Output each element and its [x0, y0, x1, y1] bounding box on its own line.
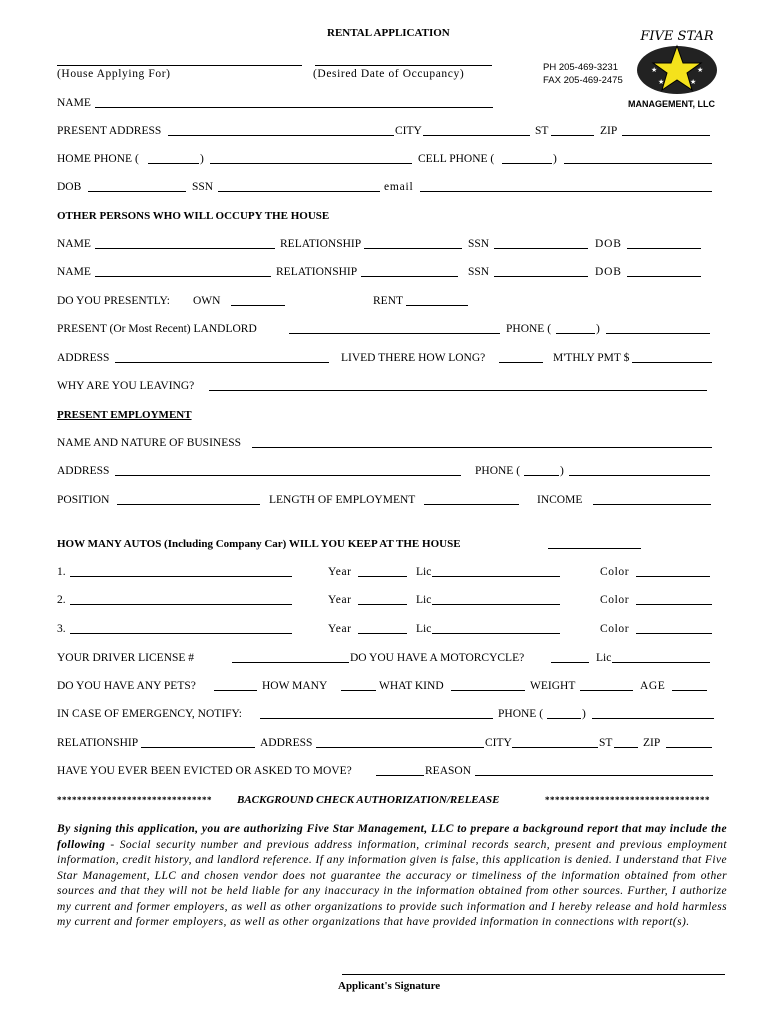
phone-number: PH 205-469-3231: [543, 62, 618, 73]
home-phone-area[interactable]: [148, 163, 199, 164]
fax-number: FAX 205-469-2475: [543, 75, 623, 86]
auto-row-number: 1.: [57, 566, 66, 578]
occupant-relationship-label: RELATIONSHIP: [280, 238, 362, 250]
motorcycle-field[interactable]: [551, 662, 589, 663]
close-paren: ): [560, 465, 564, 477]
cell-phone-label: CELL PHONE (: [418, 153, 495, 165]
logo-small-star: ★: [690, 78, 697, 86]
emergency-zip-label: ZIP: [643, 737, 661, 749]
landlord-label: PRESENT (Or Most Recent) LANDLORD: [57, 323, 257, 335]
employer-phone-field[interactable]: [569, 475, 710, 476]
logo-small-star: ★: [658, 78, 665, 86]
landlord-field[interactable]: [289, 333, 500, 334]
auto-color-label: Color: [600, 623, 630, 635]
occupant-ssn-label: SSN: [468, 266, 490, 278]
motorcycle-label: DO YOU HAVE A MOTORCYCLE?: [350, 652, 525, 664]
auto-lic-field[interactable]: [432, 576, 560, 577]
how-many-label: HOW MANY: [262, 680, 328, 692]
why-leaving-label: WHY ARE YOU LEAVING?: [57, 380, 195, 392]
lived-field[interactable]: [499, 362, 543, 363]
occupant-dob-field[interactable]: [627, 248, 701, 249]
emergency-address-label: ADDRESS: [260, 737, 313, 749]
occupant-relationship-field[interactable]: [361, 276, 458, 277]
landlord-address-label: ADDRESS: [57, 352, 110, 364]
close-paren: ): [582, 708, 586, 720]
form-title: RENTAL APPLICATION: [327, 27, 450, 39]
close-paren: ): [200, 153, 204, 165]
autos-count-field[interactable]: [548, 548, 641, 549]
authorization-paragraph: [57, 822, 727, 931]
auto-color-field[interactable]: [636, 604, 712, 605]
emergency-phone-label: PHONE (: [498, 708, 544, 720]
st-label: ST: [535, 125, 549, 137]
what-kind-field[interactable]: [451, 690, 525, 691]
name-label: NAME: [57, 97, 91, 109]
auto-color-label: Color: [600, 566, 630, 578]
auto-color-label: Color: [600, 594, 630, 606]
house-applying-line[interactable]: [57, 65, 302, 66]
cell-phone-field[interactable]: [564, 163, 712, 164]
occupant-relationship-field[interactable]: [364, 248, 462, 249]
license-label: YOUR DRIVER LICENSE #: [57, 652, 195, 664]
emergency-city-field[interactable]: [512, 747, 598, 748]
auto-color-field[interactable]: [636, 633, 712, 634]
length-label: LENGTH OF EMPLOYMENT: [269, 494, 416, 506]
zip-field[interactable]: [622, 135, 710, 136]
weight-label: WEIGHT: [530, 680, 576, 692]
name-field[interactable]: [95, 107, 493, 108]
occupant-relationship-label: RELATIONSHIP: [276, 266, 358, 278]
payment-field[interactable]: [632, 362, 712, 363]
background-heading: BACKGROUND CHECK AUTHORIZATION/RELEASE: [237, 794, 500, 806]
emergency-label: IN CASE OF EMERGENCY, NOTIFY:: [57, 708, 242, 720]
occupant-ssn-label: SSN: [468, 238, 490, 250]
stars-right: *********************************: [545, 795, 710, 805]
authorization-intro: By signing this application, you are authorizing Five Star Management, LLC to prepare a background report that may include the following: [57, 823, 727, 851]
home-phone-field[interactable]: [210, 163, 412, 164]
motorcycle-lic-label: Lic: [596, 652, 612, 664]
present-address-label: PRESENT ADDRESS: [57, 125, 162, 137]
reason-field[interactable]: [475, 775, 713, 776]
occupant-name-label: NAME: [57, 266, 91, 278]
business-label: NAME AND NATURE OF BUSINESS: [57, 437, 242, 449]
what-kind-label: WHAT KIND: [379, 680, 444, 692]
position-field[interactable]: [117, 504, 260, 505]
evicted-label: HAVE YOU EVER BEEN EVICTED OR ASKED TO MOVE?: [57, 765, 352, 777]
own-label: OWN: [193, 295, 221, 307]
dob-label: DOB: [57, 181, 82, 193]
occupant-ssn-field[interactable]: [494, 248, 588, 249]
present-address-field[interactable]: [168, 135, 394, 136]
ssn-field[interactable]: [218, 191, 380, 192]
autos-heading: HOW MANY AUTOS (Including Company Car) WILL YOU KEEP AT THE HOUSE: [57, 538, 461, 550]
auto-make-field[interactable]: [70, 633, 292, 634]
emergency-address-field[interactable]: [316, 747, 484, 748]
emergency-phone-area[interactable]: [547, 718, 581, 719]
income-field[interactable]: [593, 504, 711, 505]
landlord-phone-label: PHONE (: [506, 323, 552, 335]
landlord-phone-field[interactable]: [606, 333, 710, 334]
emergency-st-field[interactable]: [614, 747, 638, 748]
emergency-field[interactable]: [260, 718, 493, 719]
employer-address-label: ADDRESS: [57, 465, 110, 477]
occupant-name-field[interactable]: [95, 248, 275, 249]
cell-phone-area[interactable]: [502, 163, 552, 164]
payment-label: M'THLY PMT $: [553, 352, 630, 364]
occupants-heading: OTHER PERSONS WHO WILL OCCUPY THE HOUSE: [57, 210, 330, 222]
occupancy-date-label: (Desired Date of Occupancy): [313, 68, 465, 80]
auto-year-label: Year: [328, 594, 352, 606]
license-field[interactable]: [232, 662, 349, 663]
occupant-name-field[interactable]: [95, 276, 271, 277]
occupant-dob-field[interactable]: [627, 276, 701, 277]
lived-label: LIVED THERE HOW LONG?: [341, 352, 486, 364]
email-label: email: [384, 181, 414, 193]
auto-lic-label: Lic: [416, 566, 432, 578]
city-field[interactable]: [423, 135, 530, 136]
occupancy-date-line[interactable]: [315, 65, 492, 66]
close-paren: ): [596, 323, 600, 335]
why-leaving-field[interactable]: [209, 390, 707, 391]
evicted-field[interactable]: [376, 775, 424, 776]
age-label: AGE: [640, 680, 666, 692]
house-applying-label: (House Applying For): [57, 68, 171, 80]
pets-label: DO YOU HAVE ANY PETS?: [57, 680, 196, 692]
st-field[interactable]: [551, 135, 594, 136]
pets-field[interactable]: [214, 690, 257, 691]
close-paren: ): [553, 153, 557, 165]
own-field[interactable]: [231, 305, 285, 306]
emergency-st-label: ST: [599, 737, 613, 749]
emergency-city-label: CITY: [485, 737, 512, 749]
emergency-relationship-field[interactable]: [141, 747, 255, 748]
signature-label: Applicant's Signature: [338, 980, 441, 992]
ssn-label: SSN: [192, 181, 214, 193]
authorization-text: - Social security number and previous address information, criminal records search, present and previous employment information, credit history, and landlord reference. If any information given is false, this application is denied. I understand that Five Star Management, LLC and chosen vendor does not guarantee the accuracy or timeliness of the information obtained from other sources and that they will not be held liable for any inaccuracy in the information obtained from other sources. Further, I authorize my current and former employers, as well as other organizations to provide such information and I hereby release and hold harmless my current and former employers, as well as other organizations that have provided information in connections with report(s).: [57, 838, 727, 928]
emergency-zip-field[interactable]: [666, 747, 712, 748]
employment-heading: PRESENT EMPLOYMENT: [57, 409, 192, 421]
auto-year-field[interactable]: [358, 633, 407, 634]
age-field[interactable]: [672, 690, 707, 691]
zip-label: ZIP: [600, 125, 618, 137]
employer-address-field[interactable]: [115, 475, 461, 476]
signature-field[interactable]: [342, 974, 725, 975]
home-phone-label: HOME PHONE (: [57, 153, 139, 165]
company-name: MANAGEMENT, LLC: [628, 99, 715, 109]
position-label: POSITION: [57, 494, 110, 506]
auto-year-field[interactable]: [358, 604, 407, 605]
auto-row-number: 2.: [57, 594, 66, 606]
auto-lic-field[interactable]: [432, 604, 560, 605]
auto-row-number: 3.: [57, 623, 66, 635]
business-field[interactable]: [252, 447, 712, 448]
presently-label: DO YOU PRESENTLY:: [57, 295, 171, 307]
landlord-address-field[interactable]: [115, 362, 329, 363]
employer-phone-label: PHONE (: [475, 465, 521, 477]
how-many-field[interactable]: [341, 690, 376, 691]
auto-year-field[interactable]: [358, 576, 407, 577]
city-label: CITY: [395, 125, 422, 137]
auto-color-field[interactable]: [636, 576, 710, 577]
occupant-dob-label: DOB: [595, 238, 622, 250]
emergency-relationship-label: RELATIONSHIP: [57, 737, 139, 749]
occupant-ssn-field[interactable]: [494, 276, 588, 277]
stars-left: *******************************: [57, 795, 212, 805]
employer-phone-area[interactable]: [524, 475, 559, 476]
dob-field[interactable]: [88, 191, 186, 192]
occupant-dob-label: DOB: [595, 266, 622, 278]
weight-field[interactable]: [580, 690, 633, 691]
rent-field[interactable]: [406, 305, 468, 306]
logo-small-star: ★: [651, 66, 658, 74]
auto-make-field[interactable]: [70, 604, 292, 605]
landlord-phone-area[interactable]: [556, 333, 595, 334]
logo-small-star: ★: [697, 66, 704, 74]
motorcycle-lic-field[interactable]: [612, 662, 710, 663]
logo-text: FIVE STAR: [640, 29, 714, 44]
auto-year-label: Year: [328, 566, 352, 578]
auto-lic-field[interactable]: [432, 633, 560, 634]
auto-year-label: Year: [328, 623, 352, 635]
auto-make-field[interactable]: [70, 576, 292, 577]
length-field[interactable]: [424, 504, 519, 505]
auto-lic-label: Lic: [416, 623, 432, 635]
emergency-phone-field[interactable]: [592, 718, 714, 719]
email-field[interactable]: [420, 191, 712, 192]
occupant-name-label: NAME: [57, 238, 91, 250]
rent-label: RENT: [373, 295, 404, 307]
reason-label: REASON: [425, 765, 472, 777]
five-star-logo: [634, 26, 720, 98]
income-label: INCOME: [537, 494, 583, 506]
auto-lic-label: Lic: [416, 594, 432, 606]
